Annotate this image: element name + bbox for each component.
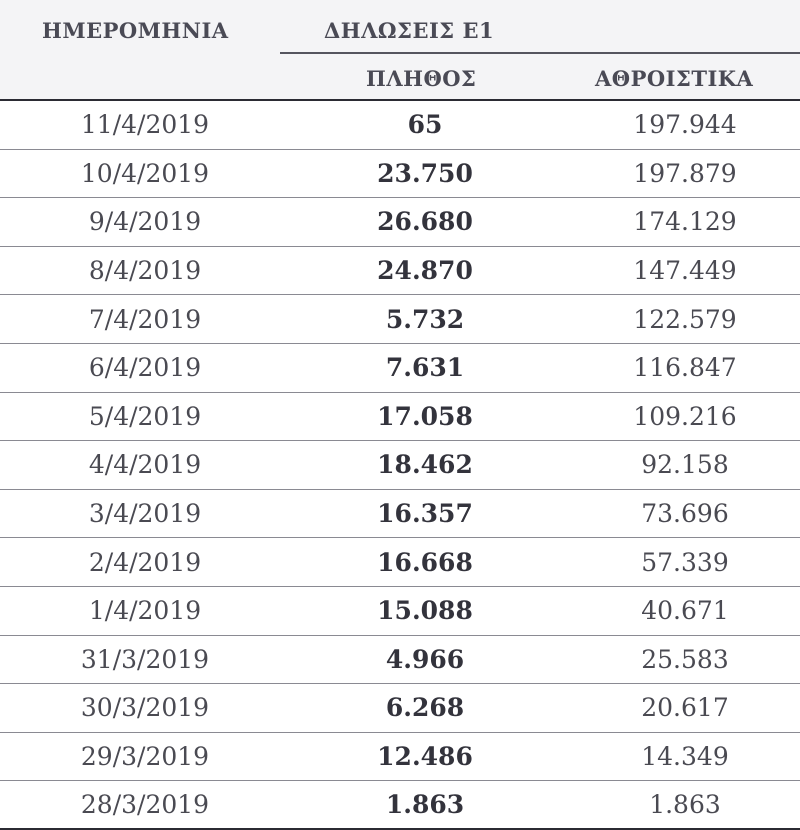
table-header [0,0,800,101]
count-cell: 16.357 [377,499,473,529]
table-row [0,344,800,393]
count-cell: 1.863 [385,790,465,820]
cumulative-cell: 92.158 [641,450,729,480]
table-row [0,781,800,830]
table-row [0,295,800,344]
count-cell: 6.268 [385,693,465,723]
count-cell: 24.870 [377,256,473,286]
cumulative-cell: 57.339 [641,547,729,577]
date-cell: 6/4/2019 [88,353,202,383]
table-row [0,441,800,490]
table-row [0,538,800,587]
table-row [0,393,800,442]
cumulative-cell: 116.847 [633,353,737,383]
cumulative-cell: 109.216 [633,401,737,431]
header-date: ΗΜΕΡΟΜΗΝΙΑ [42,18,229,43]
table-row [0,684,800,733]
cumulative-cell: 73.696 [641,499,729,529]
date-cell: 10/4/2019 [80,158,210,188]
header-cumulative: ΑΘΡΟΙΣΤΙΚΑ [595,66,754,91]
cumulative-cell: 1.863 [649,790,721,820]
date-cell: 5/4/2019 [88,401,202,431]
count-cell: 15.088 [377,596,473,626]
table-row [0,101,800,150]
cumulative-cell: 20.617 [641,693,729,723]
count-cell: 65 [407,110,443,140]
date-cell: 7/4/2019 [88,304,202,334]
date-cell: 31/3/2019 [80,644,210,674]
count-cell: 16.668 [377,547,473,577]
header-group-divider [280,52,800,54]
table-row [0,150,800,199]
header-group-declarations: ΔΗΛΩΣΕΙΣ Ε1 [324,18,495,43]
cumulative-cell: 147.449 [633,256,737,286]
date-cell: 9/4/2019 [88,207,202,237]
table-row [0,636,800,685]
date-cell: 4/4/2019 [88,450,202,480]
date-cell: 29/3/2019 [80,742,210,772]
header-count: ΠΛΗΘΟΣ [366,66,477,91]
cumulative-cell: 122.579 [633,304,737,334]
cumulative-cell: 14.349 [641,742,729,772]
table-row [0,587,800,636]
cumulative-cell: 25.583 [641,644,729,674]
date-cell: 1/4/2019 [88,596,202,626]
count-cell: 26.680 [377,207,473,237]
cumulative-cell: 174.129 [633,207,737,237]
date-cell: 11/4/2019 [80,110,210,140]
cumulative-cell: 197.944 [633,110,737,140]
cumulative-cell: 40.671 [641,596,729,626]
table-body [0,101,800,830]
count-cell: 5.732 [385,304,465,334]
count-cell: 12.486 [377,742,473,772]
cumulative-cell: 197.879 [633,158,737,188]
count-cell: 23.750 [377,158,473,188]
count-cell: 18.462 [377,450,473,480]
date-cell: 3/4/2019 [88,499,202,529]
count-cell: 4.966 [385,644,465,674]
count-cell: 17.058 [377,401,473,431]
date-cell: 30/3/2019 [80,693,210,723]
table-row [0,490,800,539]
table-row [0,198,800,247]
count-cell: 7.631 [385,353,465,383]
table-row [0,247,800,296]
table-row [0,733,800,782]
date-cell: 8/4/2019 [88,256,202,286]
date-cell: 28/3/2019 [80,790,210,820]
date-cell: 2/4/2019 [88,547,202,577]
